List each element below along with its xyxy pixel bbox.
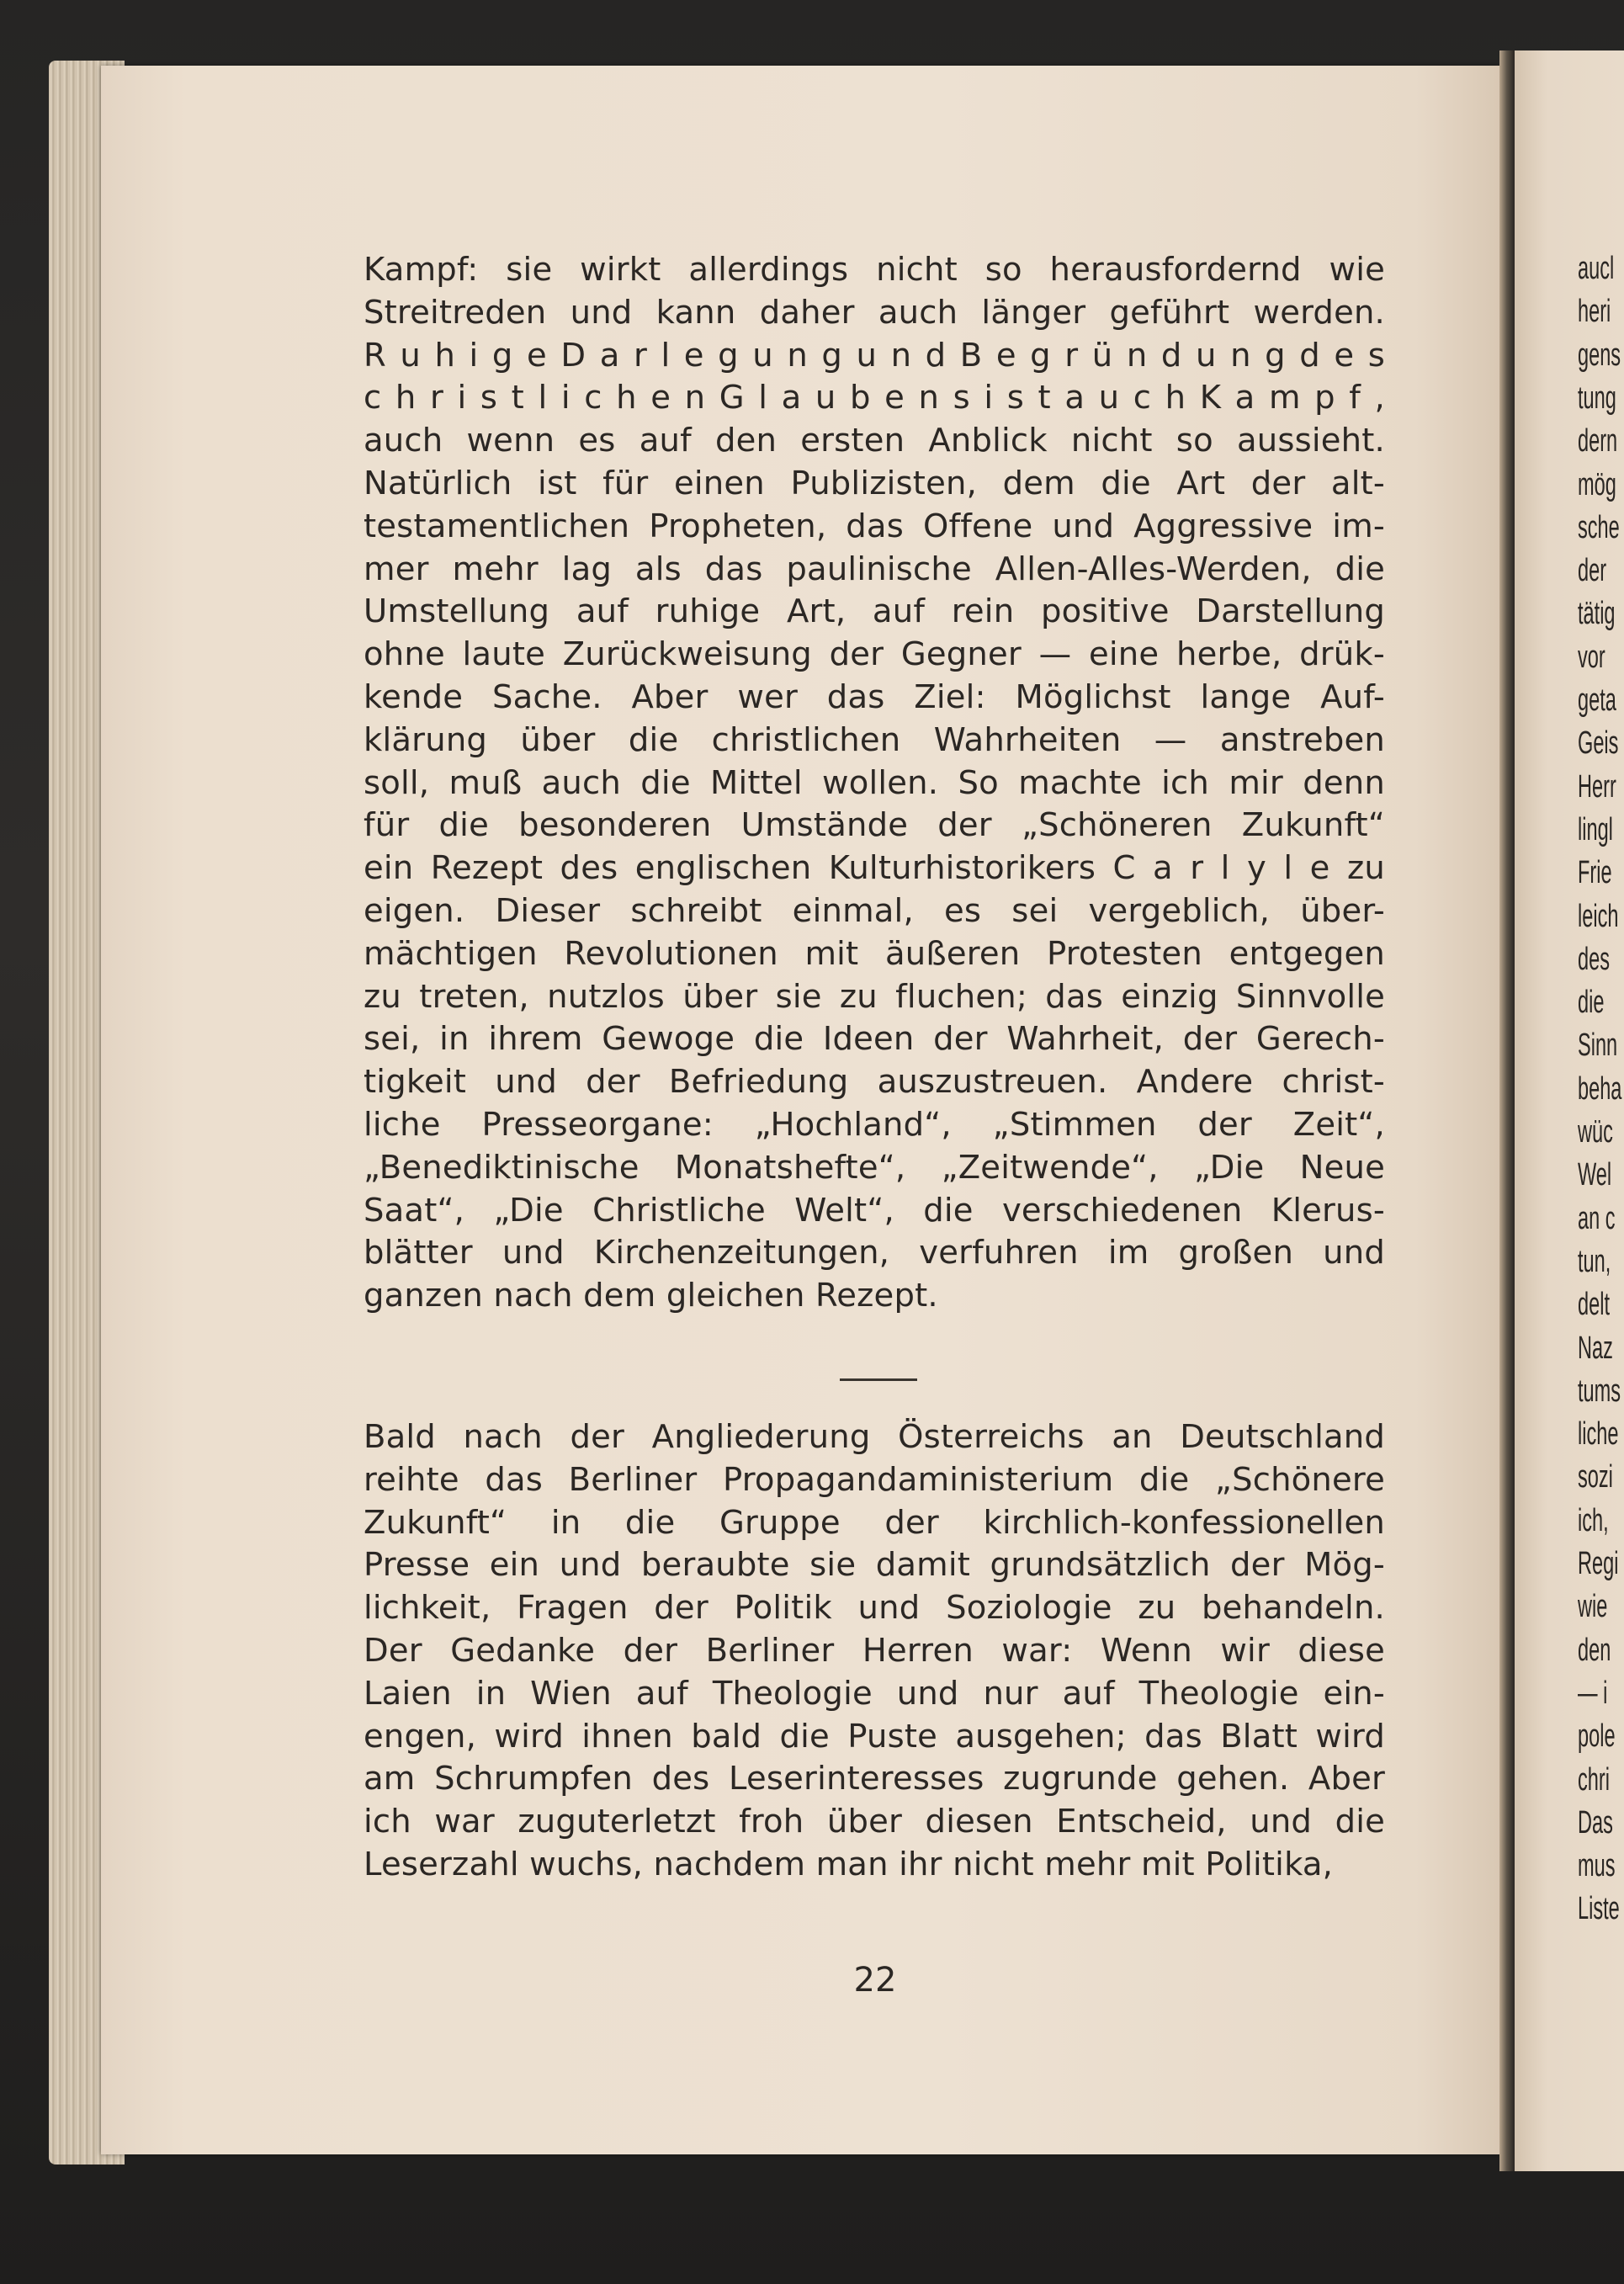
facing-page-text-fragment: wüc — [1578, 1114, 1613, 1150]
text-line: tigkeit und der Befriedung auszustreuen. Andere christ- — [364, 1063, 1385, 1102]
facing-page-text-fragment: Geis — [1578, 725, 1619, 762]
facing-page-text-fragment: Herr — [1578, 768, 1616, 805]
text-line: ohne laute Zurückweisung der Gegner — eine herbe, drük- — [364, 635, 1385, 674]
facing-page-text-fragment: tätig — [1578, 596, 1616, 632]
facing-page-text-fragment: tung — [1578, 380, 1616, 416]
paragraph-1 — [364, 249, 1385, 1318]
text-line: für die besonderen Umstände der „Schöneren Zukunft“ — [364, 806, 1385, 845]
facing-page-text-fragment: den — [1578, 1632, 1611, 1668]
text-line: „Benediktinische Monatshefte“, „Zeitwende“, „Die Neue — [364, 1148, 1385, 1187]
facing-page-text-fragment: mus — [1578, 1848, 1616, 1884]
facing-page-text-fragment: liche — [1578, 1416, 1619, 1453]
facing-page-text-fragment: gens — [1578, 337, 1621, 373]
text-line: sei, in ihrem Gewoge die Ideen der Wahrheit, der Gerech- — [364, 1020, 1385, 1059]
facing-page-text-fragment: delt — [1578, 1287, 1610, 1323]
text-line: zu treten, nutzlos über sie zu fluchen; das einzig Sinnvolle — [364, 977, 1385, 1016]
text-line: Bald nach der Angliederung Österreichs an Deutschland — [364, 1418, 1385, 1456]
book-gutter — [1499, 50, 1515, 2171]
text-line: eigen. Dieser schreibt einmal, es sei vergeblich, über- — [364, 891, 1385, 930]
text-line: ein Rezept des englischen Kulturhistorikers C a r l y l e zu — [364, 849, 1385, 888]
text-line: Zukunft“ in die Gruppe der kirchlich-konfessionellen — [364, 1503, 1385, 1542]
facing-page-text-fragment: ich, — [1578, 1502, 1609, 1538]
text-line: Laien in Wien auf Theologie und nur auf Theologie ein- — [364, 1674, 1385, 1713]
section-separator — [840, 1378, 917, 1381]
facing-page-text-fragment: Frie — [1578, 855, 1612, 891]
facing-page-text-fragment: wie — [1578, 1589, 1608, 1625]
paragraph-2 — [364, 1416, 1385, 1887]
text-line: auch wenn es auf den ersten Anblick nicht so aussieht. — [364, 422, 1385, 460]
text-line: am Schrumpfen des Leserinteresses zugrunde gehen. Aber — [364, 1760, 1385, 1798]
facing-page-text-fragment: heri — [1578, 294, 1611, 330]
facing-page-text-fragment: chri — [1578, 1761, 1610, 1798]
facing-page-text-fragment: sozi — [1578, 1459, 1613, 1495]
facing-page-text-fragment: Wel — [1578, 1157, 1612, 1193]
text-line: ich war zuguterletzt froh über diesen Entscheid, und die — [364, 1803, 1385, 1841]
facing-page-text-fragment: Das — [1578, 1804, 1613, 1840]
text-line: Streitreden und kann daher auch länger geführt werden. — [364, 293, 1385, 332]
text-line: engen, wird ihnen bald die Puste ausgehen; das Blatt wird — [364, 1717, 1385, 1755]
facing-page-text-fragment: aucl — [1578, 251, 1615, 286]
text-line: reihte das Berliner Propagandaministerium die „Schönere — [364, 1460, 1385, 1499]
text-line: liche Presseorgane: „Hochland“, „Stimmen der Zeit“, — [364, 1105, 1385, 1144]
text-line: ganzen nach dem gleichen Rezept. — [364, 1277, 938, 1315]
text-line: c h r i s t l i c h e n G l a u b e n s i s t a u c h K a m p f , — [364, 379, 1385, 417]
facing-page-text-fragment: Regi — [1578, 1546, 1619, 1581]
text-line: soll, muß auch die Mittel wollen. So machte ich mir denn — [364, 763, 1385, 802]
facing-page-text-fragment: sche — [1578, 509, 1620, 545]
facing-page-text-fragment: der — [1578, 553, 1607, 589]
text-line: Presse ein und beraubte sie damit grundsätzlich der Mög- — [364, 1546, 1385, 1585]
facing-page-text-fragment: Naz — [1578, 1330, 1613, 1366]
facing-page-text-fragment: die — [1578, 985, 1605, 1021]
facing-page-text-fragment: Liste — [1578, 1891, 1620, 1927]
facing-page-text-fragment: tums — [1578, 1373, 1621, 1409]
facing-page-text-fragment: pole — [1578, 1718, 1616, 1755]
text-line: Natürlich ist für einen Publizisten, dem die Art der alt- — [364, 464, 1385, 502]
text-line: Umstellung auf ruhige Art, auf rein positive Darstellung — [364, 592, 1385, 631]
text-line: mächtigen Revolutionen mit äußeren Protesten entgegen — [364, 934, 1385, 973]
facing-page-text-fragment: lingl — [1578, 811, 1613, 847]
text-line: Saat“, „Die Christliche Welt“, die verschiedenen Klerus- — [364, 1191, 1385, 1230]
text-line: testamentlichen Propheten, das Offene und Aggressive im- — [364, 507, 1385, 545]
facing-page-text-fragment: beha — [1578, 1070, 1622, 1107]
facing-page-text-fragment: tun, — [1578, 1243, 1611, 1279]
facing-page-text-fragment: — i — [1578, 1675, 1608, 1711]
facing-page-text-fragment: vor — [1578, 639, 1605, 675]
text-line: Kampf: sie wirkt allerdings nicht so herausfordernd wie — [364, 251, 1385, 289]
text-line: lichkeit, Fragen der Politik und Soziologie zu behandeln. — [364, 1589, 1385, 1628]
page-number: 22 — [853, 1961, 897, 2000]
text-line: klärung über die christlichen Wahrheiten — anstreben — [364, 720, 1385, 759]
facing-page-text-fragment: geta — [1578, 683, 1616, 718]
book-page-right-fragment — [1515, 50, 1624, 2171]
facing-page-text-fragment: Sinn — [1578, 1028, 1618, 1064]
text-line: R u h i g e D a r l e g u n g u n d B e g r ü n d u n g d e s — [364, 336, 1385, 374]
text-line: blätter und Kirchenzeitungen, verfuhren im großen und — [364, 1234, 1385, 1272]
facing-page-text-fragment: leich — [1578, 898, 1619, 934]
text-line: kende Sache. Aber wer das Ziel: Möglichst lange Auf- — [364, 677, 1385, 716]
text-line: Der Gedanke der Berliner Herren war: Wenn wir diese — [364, 1631, 1385, 1670]
text-line: mer mehr lag als das paulinische Allen-Alles-Werden, die — [364, 550, 1385, 588]
facing-page-text-fragment: des — [1578, 941, 1610, 977]
facing-page-text-fragment: an c — [1578, 1200, 1616, 1236]
facing-page-text-fragment: mög — [1578, 466, 1616, 502]
text-line: Leserzahl wuchs, nachdem man ihr nicht mehr mit Politika, — [364, 1845, 1334, 1883]
facing-page-text-fragment: dern — [1578, 423, 1618, 459]
